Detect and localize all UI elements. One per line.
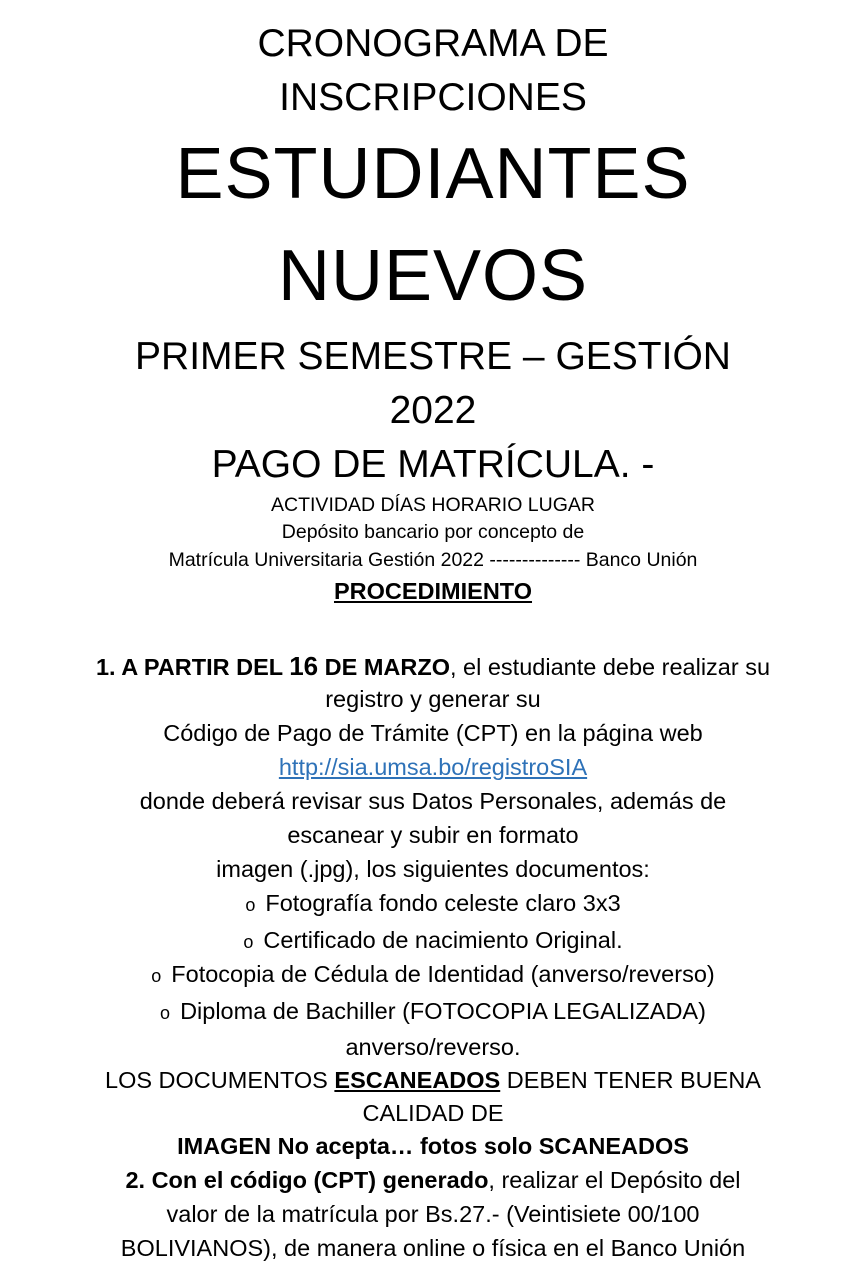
- document-item-text: Diploma de Bachiller (FOTOCOPIA LEGALIZADA): [180, 998, 706, 1024]
- big-title-line-1: ESTUDIANTES: [175, 134, 691, 214]
- table-columns: ACTIVIDAD DÍAS HORARIO LUGAR: [271, 494, 595, 516]
- semester-line-1: PRIMER SEMESTRE – GESTIÓN: [135, 335, 731, 378]
- document-item-text: Fotocopia de Cédula de Identidad (anverso/reverso): [171, 961, 715, 987]
- step1-line-2: registro y generar su: [325, 686, 541, 712]
- step2-line-3: BOLIVIANOS), de manera online o física en el Banco Unión: [120, 1235, 746, 1261]
- warning-line-3: IMAGEN No acepta… fotos solo SCANEADOS: [177, 1133, 689, 1159]
- step2-rest: , realizar el Depósito del: [488, 1167, 741, 1193]
- document-item: [0, 929, 866, 953]
- bullet-circle-icon: o: [243, 932, 254, 952]
- document-item-text: Certificado de nacimiento Original.: [263, 927, 623, 953]
- table-row-line-1: Depósito bancario por concepto de: [281, 521, 585, 543]
- title-line-2: INSCRIPCIONES: [279, 76, 587, 119]
- document-item-text: Fotografía fondo celeste claro 3x3: [265, 890, 621, 916]
- warning-line-2: CALIDAD DE: [362, 1100, 504, 1126]
- step1-line-1: [0, 653, 866, 680]
- procedure-heading: [0, 580, 866, 604]
- big-title-line-2: NUEVOS: [277, 236, 589, 316]
- step1-lead-a: 1. A PARTIR DEL: [95, 654, 290, 680]
- step1-lead-day: 16: [289, 651, 319, 681]
- warning-line-1: [0, 1069, 866, 1093]
- bullet-circle-icon: o: [245, 895, 256, 915]
- document-item-continued: anverso/reverso.: [345, 1034, 521, 1060]
- step1-line-5: donde deberá revisar sus Datos Personales, además de: [139, 788, 727, 814]
- bullet-circle-icon: o: [151, 966, 162, 986]
- procedure-heading-text: PROCEDIMIENTO: [333, 578, 533, 604]
- semester-line-2: 2022: [389, 389, 477, 432]
- bullet-circle-icon: o: [160, 1003, 171, 1023]
- step1-line-3: Código de Pago de Trámite (CPT) en la página web: [163, 720, 703, 746]
- registro-sia-link[interactable]: http://sia.umsa.bo/registroSIA: [278, 754, 588, 780]
- title-line-1: CRONOGRAMA DE: [257, 22, 609, 65]
- warning-a: LOS DOCUMENTOS: [105, 1067, 335, 1093]
- warning-b: DEBEN TENER BUENA: [500, 1067, 761, 1093]
- step1-line-7: imagen (.jpg), los siguientes documentos:: [216, 856, 650, 882]
- payment-heading: PAGO DE MATRÍCULA. -: [211, 443, 655, 486]
- step1-rest: , el estudiante debe realizar su: [449, 654, 771, 680]
- step1-link-row: [0, 756, 866, 780]
- step2-line-1: [0, 1169, 866, 1193]
- table-row-line-2: Matrícula Universitaria Gestión 2022 -------------- Banco Unión: [168, 549, 698, 571]
- step1-lead-b: DE MARZO: [318, 654, 450, 680]
- step2-line-2: valor de la matrícula por Bs.27.- (Veintisiete 00/100: [166, 1201, 700, 1227]
- step1-line-6: escanear y subir en formato: [287, 822, 579, 848]
- document-item: [0, 892, 866, 916]
- step2-lead: 2. Con el código (CPT) generado: [125, 1167, 489, 1193]
- document-item: [0, 963, 866, 987]
- warning-bold: ESCANEADOS: [334, 1067, 501, 1093]
- document-item: [0, 1000, 866, 1024]
